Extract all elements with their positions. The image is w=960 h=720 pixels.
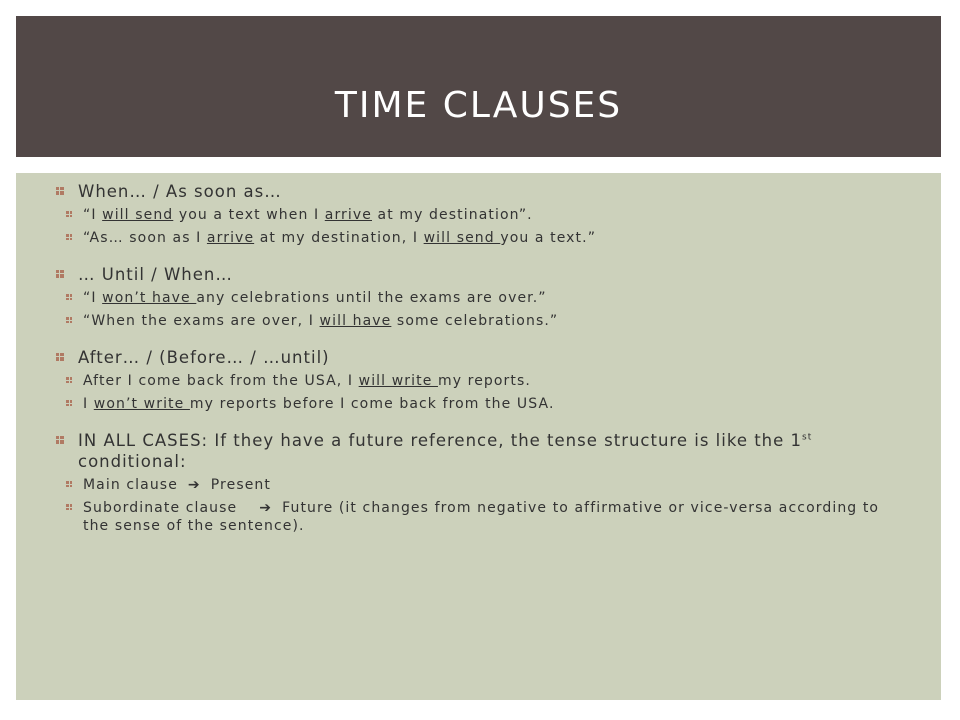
underlined-verb: arrive [206,230,255,246]
square-bullet-icon [66,211,72,217]
example-item: “As… soon as I arrive at my destination, I will send you a text.” [66,229,941,247]
example-item: I won’t write my reports before I come back from the USA. [66,395,941,413]
square-bullet-icon [56,187,64,195]
section-heading: When… / As soon as… [56,181,941,202]
section-when-as-soon-as [56,181,941,247]
underlined-verb: will write [358,373,438,389]
underlined-verb: won’t write [93,396,190,412]
example-item: “When the exams are over, I will have some celebrations.” [66,312,941,330]
section-all-cases [56,430,941,535]
underlined-verb: will have [319,313,392,329]
underlined-verb: will send [423,230,501,246]
example-item: After I come back from the USA, I will write my reports. [66,372,941,390]
square-bullet-icon [66,504,72,510]
rule-main-clause: Main clause ➔ Present [66,476,941,494]
slide-title: TIME CLAUSES [334,85,623,126]
underlined-verb: will send [102,207,174,223]
section-after-before-until [56,347,941,413]
underlined-verb: won’t have [102,290,197,306]
square-bullet-icon [56,436,64,444]
right-arrow-icon: ➔ [187,477,201,493]
conclusion-heading: IN ALL CASES: If they have a future reference, the tense structure is like the 1st conditional: [56,430,941,472]
rule-subordinate-clause: Subordinate clause ➔ Future (it changes from negative to affirmative or vice-versa according to the sense of the sentence). [66,499,941,535]
section-heading: … Until / When… [56,264,941,285]
content-area [16,173,941,700]
example-item: “I will send you a text when I arrive at my destination”. [66,206,941,224]
square-bullet-icon [56,270,64,278]
title-bar [16,16,941,157]
square-bullet-icon [66,377,72,383]
square-bullet-icon [66,294,72,300]
square-bullet-icon [66,481,72,487]
square-bullet-icon [66,317,72,323]
example-item: “I won’t have any celebrations until the exams are over.” [66,289,941,307]
square-bullet-icon [66,400,72,406]
section-heading: After… / (Before… / …until) [56,347,941,368]
square-bullet-icon [66,234,72,240]
underlined-verb: arrive [324,207,372,223]
right-arrow-icon: ➔ [259,500,273,516]
section-until-when [56,264,941,330]
square-bullet-icon [56,353,64,361]
